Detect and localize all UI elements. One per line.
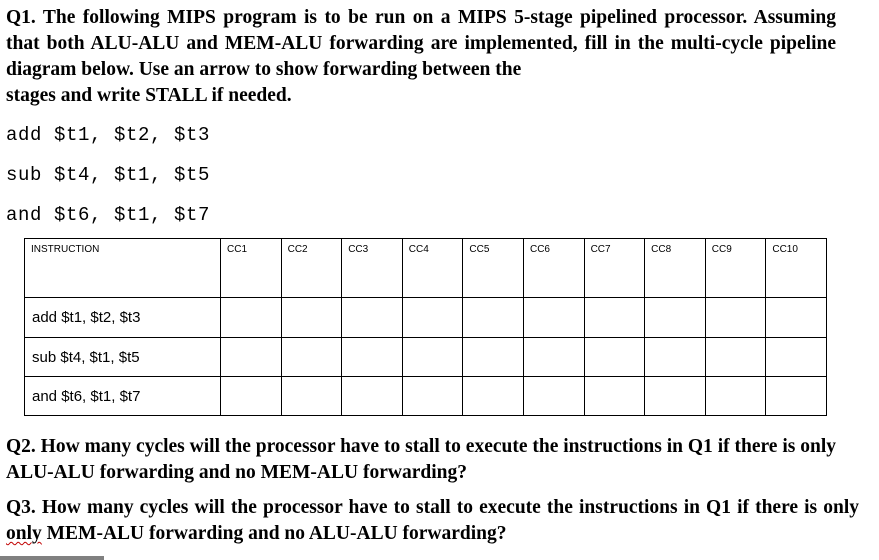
stage-cell[interactable] xyxy=(766,377,827,416)
scroll-indicator-bar xyxy=(0,556,104,560)
stage-cell[interactable] xyxy=(342,298,403,338)
header-cc8: CC8 xyxy=(645,239,706,298)
code-line-1: add $t1, $t2, $t3 xyxy=(6,124,211,146)
header-cc7: CC7 xyxy=(584,239,645,298)
header-cc4: CC4 xyxy=(402,239,463,298)
stage-cell[interactable] xyxy=(402,338,463,377)
stage-cell[interactable] xyxy=(402,298,463,338)
stage-cell[interactable] xyxy=(645,377,706,416)
stage-cell[interactable] xyxy=(766,298,827,338)
stage-cell[interactable] xyxy=(402,377,463,416)
stage-cell[interactable] xyxy=(281,338,342,377)
row-instruction: and $t6, $t1, $t7 xyxy=(25,377,221,416)
table-row xyxy=(25,377,827,416)
stage-cell[interactable] xyxy=(705,338,766,377)
stage-cell[interactable] xyxy=(463,377,524,416)
stage-cell[interactable] xyxy=(463,298,524,338)
question-2 xyxy=(6,434,836,486)
header-cc3: CC3 xyxy=(342,239,403,298)
stage-cell[interactable] xyxy=(342,338,403,377)
spellcheck-underlined-word: only xyxy=(6,523,42,544)
header-cc5: CC5 xyxy=(463,239,524,298)
question-1-text-last: stages and write STALL if needed. xyxy=(6,85,292,106)
stage-cell[interactable] xyxy=(645,338,706,377)
header-cc9: CC9 xyxy=(705,239,766,298)
table-row xyxy=(25,338,827,377)
stage-cell[interactable] xyxy=(221,377,282,416)
row-instruction: add $t1, $t2, $t3 xyxy=(25,298,221,338)
question-3-text-a: Q3. How many cycles will the processor have to stall to execute the instructions in Q1 if there is only xyxy=(6,497,859,518)
stage-cell[interactable] xyxy=(342,377,403,416)
stage-cell[interactable] xyxy=(523,338,584,377)
header-instruction: INSTRUCTION xyxy=(25,239,221,298)
question-1 xyxy=(6,5,836,109)
header-cc1: CC1 xyxy=(221,239,282,298)
stage-cell[interactable] xyxy=(584,298,645,338)
stage-cell[interactable] xyxy=(523,377,584,416)
stage-cell[interactable] xyxy=(281,298,342,338)
question-2-text: Q2. How many cycles will the processor have to stall to execute the instructions in Q1 if there is only ALU-ALU forwarding and no MEM-ALU forwarding? xyxy=(6,436,836,483)
stage-cell[interactable] xyxy=(705,377,766,416)
stage-cell[interactable] xyxy=(221,338,282,377)
header-cc6: CC6 xyxy=(523,239,584,298)
table-row xyxy=(25,298,827,338)
stage-cell[interactable] xyxy=(584,377,645,416)
table-header-row xyxy=(25,239,827,298)
question-3-text-b: MEM-ALU forwarding and no ALU-ALU forwarding? xyxy=(41,523,507,544)
pipeline-diagram-table xyxy=(24,238,827,416)
stage-cell[interactable] xyxy=(584,338,645,377)
question-3 xyxy=(6,495,859,547)
row-instruction: sub $t4, $t1, $t5 xyxy=(25,338,221,377)
stage-cell[interactable] xyxy=(645,298,706,338)
stage-cell[interactable] xyxy=(221,298,282,338)
stage-cell[interactable] xyxy=(463,338,524,377)
header-cc2: CC2 xyxy=(281,239,342,298)
stage-cell[interactable] xyxy=(523,298,584,338)
code-line-2: sub $t4, $t1, $t5 xyxy=(6,164,211,186)
header-cc10: CC10 xyxy=(766,239,827,298)
stage-cell[interactable] xyxy=(766,338,827,377)
stage-cell[interactable] xyxy=(705,298,766,338)
code-line-3: and $t6, $t1, $t7 xyxy=(6,204,211,226)
question-1-text: Q1. The following MIPS program is to be run on a MIPS 5-stage pipelined processor. Assuming that both ALU-ALU and MEM-ALU forwarding are implemented, fill in the multi-cycle pipeline diagram below. Use an arrow to show forwarding between the xyxy=(6,7,836,80)
stage-cell[interactable] xyxy=(281,377,342,416)
